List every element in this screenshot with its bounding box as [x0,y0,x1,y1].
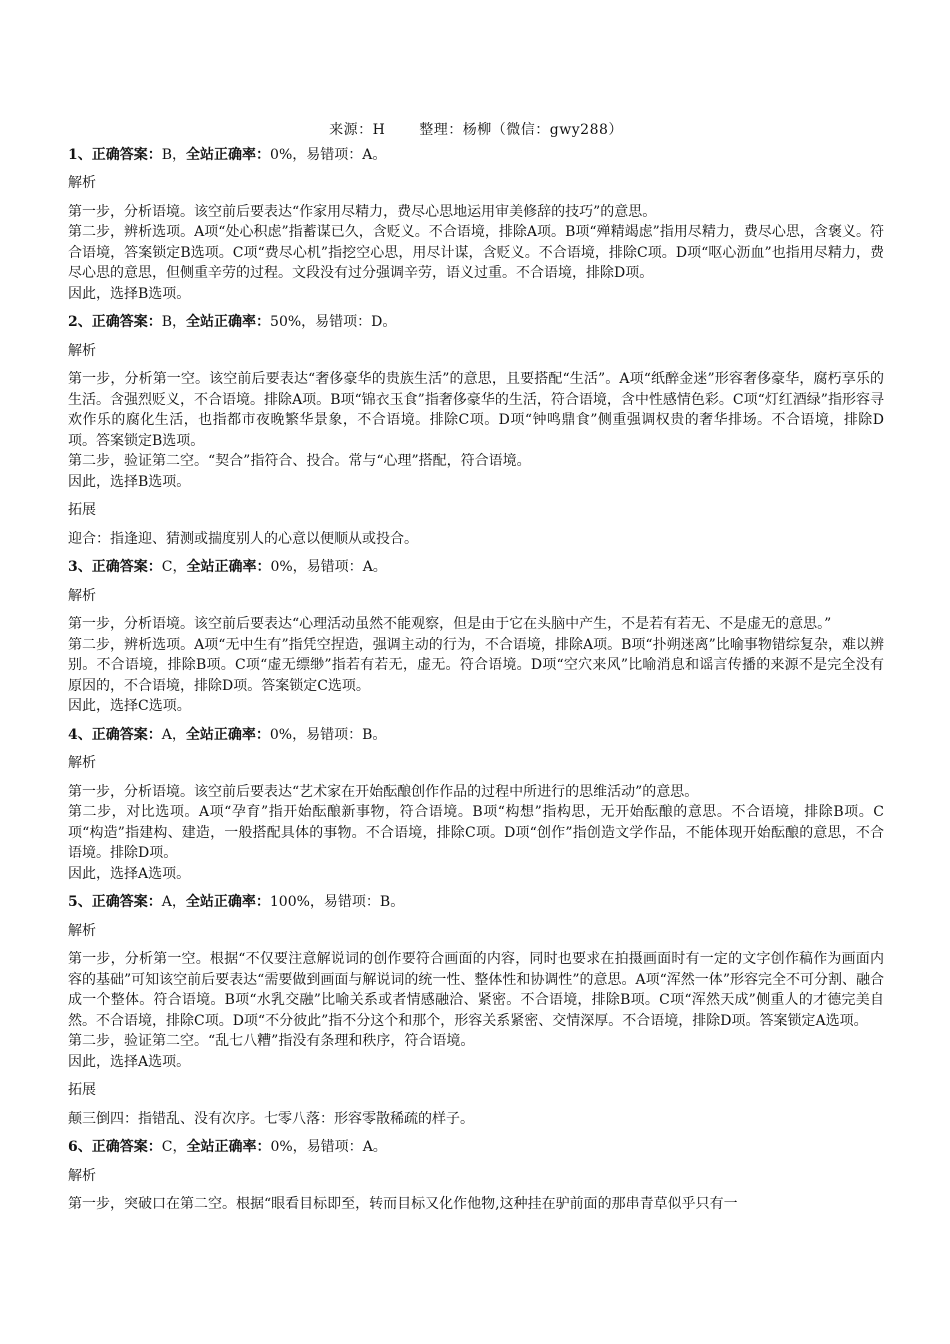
explanation-paragraph: 因此，选择C选项。 [68,698,191,714]
rate-label: 全站正确率： [185,894,270,910]
wrong-label: 易错项： [306,559,363,575]
wrong-label: 易错项： [315,314,372,330]
explanation-paragraph: 第一步，分析第一空。根据“不仅要注意解说词的创作要符合画面的内容，同时也要求在拍摄画面时有一定的文字创作稿作为画面内容的基础”可知该空前后要表达“需要做到画面与解说词的统一性、整体性和协调性”的意思。A项“浑然一体”形容完全不可分割、融合成一个整体。符合语境。B项“水乳交融”比喻关系或者情感融洽、紧密。不合语境，排除B项。C项“浑然天成”侧重人的才德完美自然。不合语境，排除C项。D项“不分彼此”指不分这个和那个，形容关系紧密、交情深厚。不合语境，排除D项。答案锁定A选项。 [68,951,884,1029]
wrong-label: 易错项： [306,726,363,743]
source-line [68,120,884,141]
question-number: 6、 [68,1139,92,1155]
question-block [68,725,884,885]
answer-value: C， [161,559,187,575]
question-number: 5、 [68,894,92,910]
answer-value: B， [161,314,187,330]
rate-value: 0%， [270,559,307,575]
wrong-label: 易错项： [306,146,363,163]
answer-value: C， [161,1139,187,1155]
section-label: 解析 [68,587,96,604]
wrong-value: A。 [362,559,387,575]
answer-value: A， [161,894,186,910]
question-block [68,1137,884,1215]
rate-value: 0%， [270,1139,307,1155]
rate-value: 0%， [270,146,307,163]
rate-label: 全站正确率： [186,146,271,163]
answer-label: 正确答案： [91,146,162,163]
section-label: 拓展 [68,1082,96,1098]
rate-label: 全站正确率： [186,1139,271,1155]
rate-label: 全站正确率： [185,726,270,743]
question-header [68,725,884,746]
editor-text: 整理：杨柳（微信：gwy288） [419,122,623,138]
explanation-paragraph: 第一步，分析语境。该空前后要表达“艺术家在开始酝酿创作作品的过程中所进行的思维活动”的意思。 [68,783,699,800]
explanation-paragraph: 第二步，验证第二空。“契合”指符合、投合。常与“心理”搭配，符合语境。 [68,453,531,469]
section-label: 解析 [68,755,96,771]
explanation-paragraph: 因此，选择A选项。 [68,1053,191,1070]
answer-label: 正确答案： [91,726,162,743]
section-label: 解析 [68,175,96,191]
explanation-paragraph: 第一步，分析语境。该空前后要表达“作家用尽精力，费尽心思地运用审美修辞的技巧”的意思。 [68,203,657,220]
source-text: 来源：H [329,122,386,138]
wrong-value: B。 [362,726,387,743]
explanation-paragraph: 第二步，对比选项。A项“孕育”指开始酝酿新事物，符合语境。B项“构想”指构思，无开始酝酿的意思。不合语境，排除B项。C项“构造”指建构、建造，一般搭配具体的事物。不合语境，排除C项。D项“创作”指创造文学作品，不能体现开始酝酿的意思，不合语境。排除D项。 [68,804,884,861]
section-label: 解析 [68,342,96,359]
explanation-paragraph: 第一步，突破口在第二空。根据“眼看目标即至，转而目标又化作他物,这种挂在驴前面的那串青草似乎只有一 [68,1196,738,1212]
answer-label: 正确答案： [91,1139,162,1155]
question-block [68,312,884,549]
section-label: 解析 [68,922,96,939]
wrong-value: D。 [371,314,397,330]
document-page [68,120,884,1223]
question-header [68,145,884,166]
section-label: 解析 [68,1167,96,1184]
wrong-label: 易错项： [323,894,380,910]
question-header [68,892,884,913]
question-header [68,557,884,578]
answer-label: 正确答案： [91,314,162,330]
question-number: 3、 [68,559,92,575]
question-number: 2、 [68,314,92,330]
section-label: 拓展 [68,502,96,518]
answer-label: 正确答案： [91,559,162,575]
rate-label: 全站正确率： [186,314,271,330]
wrong-value: A。 [362,146,387,163]
explanation-paragraph: 因此，选择A选项。 [68,865,191,882]
explanation-paragraph: 第一步，分析语境。该空前后要表达“心理活动虽然不能观察，但是由于它在头脑中产生，不是若有若无、不是虚无的意思。” [68,616,832,632]
explanation-paragraph: 第二步，辨析选项。A项“处心积虑”指蓄谋已久，含贬义。不合语境，排除A项。B项“殚精竭虑”指用尽精力，费尽心思，含褒义。符合语境，答案锁定B选项。C项“费尽心机”指挖空心思，用尽计谋，含贬义。不合语境，排除C项。D项“呕心沥血”也指用尽精力，费尽心思的意思，但侧重辛劳的过程。文段没有过分强调辛劳，语义过重。不合语境，排除D项。 [68,224,884,281]
answer-value: B， [161,146,187,163]
question-list [68,145,884,1215]
answer-value: A， [161,726,186,743]
explanation-paragraph: 因此，选择B选项。 [68,285,191,302]
question-header [68,312,884,333]
rate-value: 100%， [269,894,324,910]
explanation-paragraph: 迎合：指逢迎、猜测或揣度别人的心意以便顺从或投合。 [68,530,418,547]
question-block [68,892,884,1129]
question-header [68,1137,884,1158]
explanation-paragraph: 第一步，分析第一空。该空前后要表达“奢侈豪华的贵族生活”的意思，且要搭配“生活”。A项“纸醉金迷”形容奢侈豪华，腐朽享乐的生活。含强烈贬义，不合语境。排除A项。B项“锦衣玉食”指奢侈豪华的生活，符合语境，含中性感情色彩。C项“灯红酒绿”指形容寻欢作乐的腐化生活，也指都市夜晚繁华景象，不合语境。排除C项。D项“钟鸣鼎食”侧重强调权贵的奢华排场。不合语境，排除D项。答案锁定B选项。 [68,371,884,449]
explanation-paragraph: 因此，选择B选项。 [68,473,191,490]
question-number: 4、 [68,726,92,743]
rate-value: 0%， [269,726,307,743]
question-block [68,145,884,305]
explanation-paragraph: 颠三倒四：指错乱、没有次序。七零八落：形容零散稀疏的样子。 [68,1110,474,1127]
wrong-value: B。 [379,894,405,910]
wrong-value: A。 [362,1139,387,1155]
answer-label: 正确答案： [91,894,162,910]
rate-label: 全站正确率： [186,559,271,575]
question-number: 1、 [68,146,92,163]
explanation-paragraph: 第二步，验证第二空。“乱七八糟”指没有条理和秩序，符合语境。 [68,1033,475,1049]
wrong-label: 易错项： [306,1139,363,1155]
question-block [68,557,884,717]
rate-value: 50%， [270,314,316,330]
explanation-paragraph: 第二步，辨析选项。A项“无中生有”指凭空捏造，强调主动的行为，不合语境，排除A项。B项“扑朔迷离”比喻事物错综复杂，难以辨别。不合语境，排除B项。C项“虚无缥缈”指若有若无，虚无。符合语境。D项“空穴来风”比喻消息和谣言传播的来源不是完全没有原因的，不合语境，排除D项。答案锁定C选项。 [68,636,884,694]
